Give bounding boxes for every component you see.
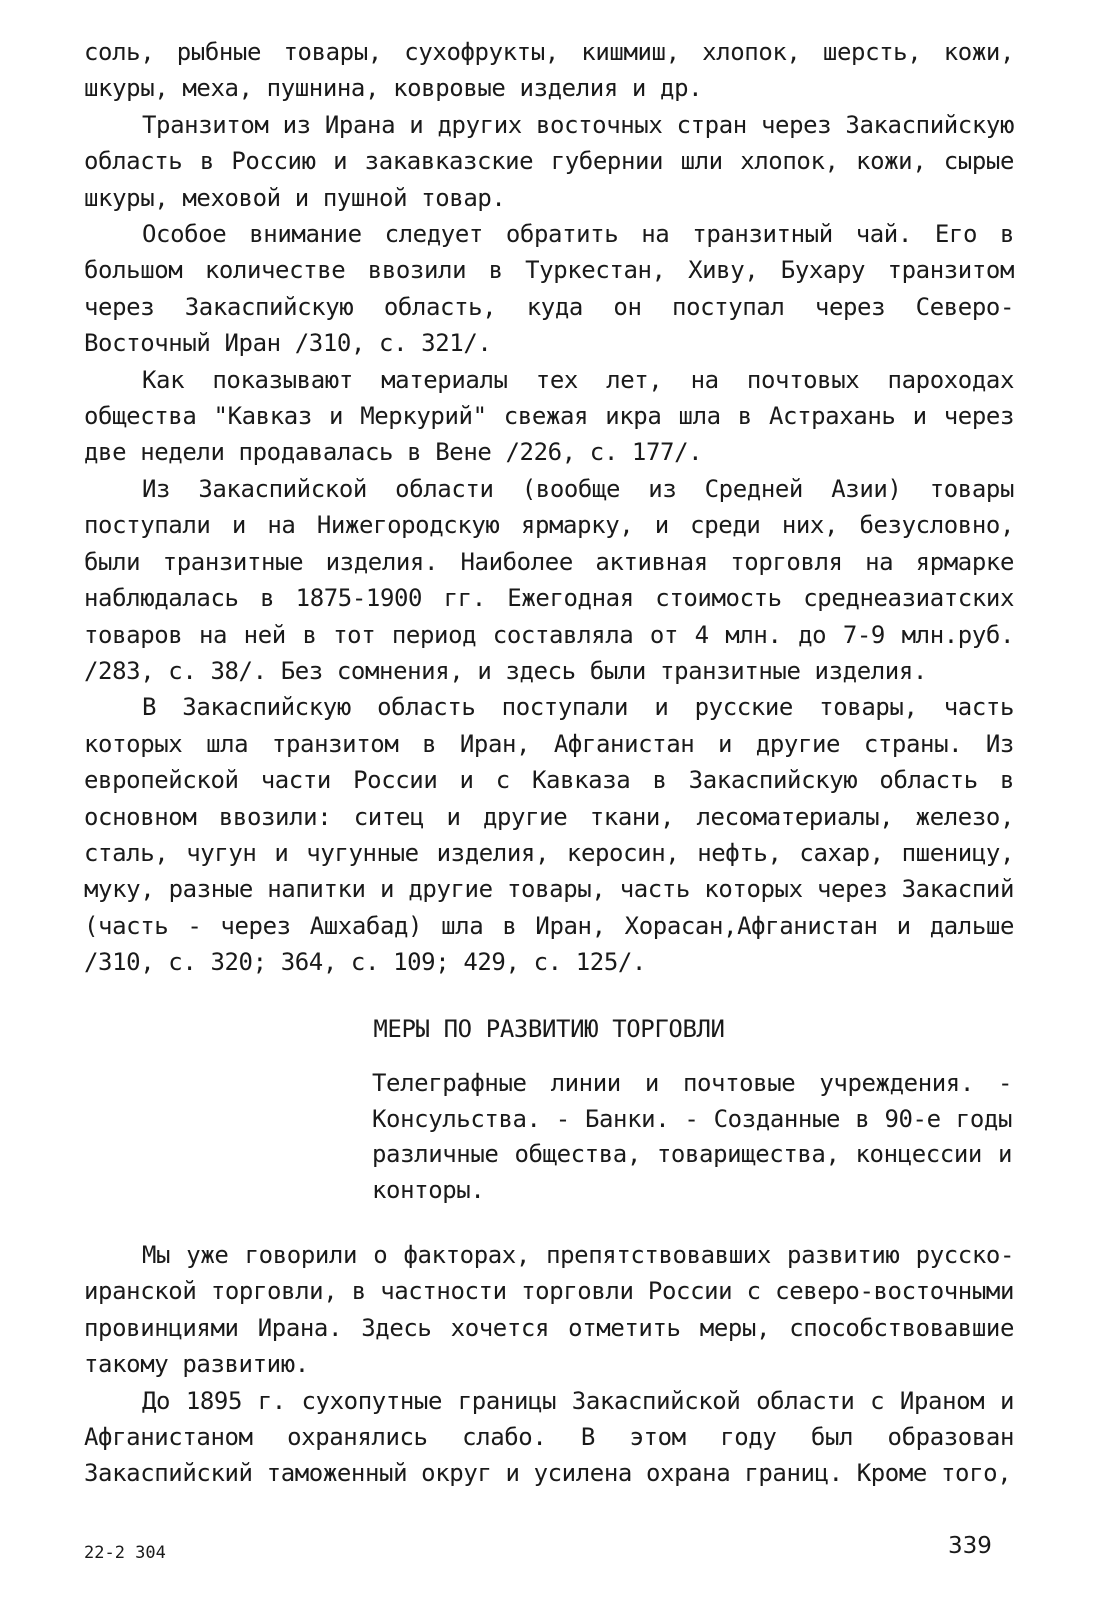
bottom-text-block: [84, 1237, 1014, 1492]
printer-signature: 22-2 304: [84, 1543, 166, 1563]
section-heading: МЕРЫ ПО РАЗВИТИЮ ТОРГОВЛИ: [373, 1015, 725, 1043]
paragraph: соль, рыбные товары, сухофрукты, кишмиш, хлопок, шерсть, кожи, шкуры, меха, пушнина, ковровые изделия и др.: [84, 38, 1014, 103]
page-number: 339: [948, 1533, 992, 1559]
paragraph: Мы уже говорили о факторах, препятствовавших развитию русско-иранской торговли, в частности торговли России с северо-восточными провинциями Ирана. Здесь хочется отметить меры, способствовавшие такому развитию.: [84, 1241, 1014, 1379]
paragraph: Из Закаспийской области (вообще из Средней Азии) товары поступали и на Нижегородскую ярмарку, и среди них, безусловно, были транзитные изделия. Наиболее активная торговля на ярмарке наблюдалась в 1875-1900 гг. Ежегодная стоимость среднеазиатских товаров на ней в тот период составляла от 4 млн. до 7-9 млн.руб. /283, с. 38/. Без сомнения, и здесь были транзитные изделия.: [84, 474, 1014, 685]
section-abstract: Телеграфные линии и почтовые учреждения. - Консульства. - Банки. - Созданные в 90-е годы различные общества, товарищества, концессии и конторы.: [372, 1069, 1012, 1204]
paragraph: Транзитом из Ирана и других восточных стран через Закаспийскую область в Россию и закавказские губернии шли хлопок, кожи, сырые шкуры, меховой и пушной товар.: [84, 110, 1014, 212]
paragraph: До 1895 г. сухопутные границы Закаспийской области с Ираном и Афганистаном охранялись слабо. В этом году был образован Закаспийский таможенный округ и усилена охрана границ. Кроме того,: [84, 1386, 1014, 1488]
top-text-block: [84, 34, 1014, 981]
paragraph: В Закаспийскую область поступали и русские товары, часть которых шла транзитом в Иран, Афганистан и другие страны. Из европейской части России и с Кавказа в Закаспийскую область в основном ввозили: ситец и другие ткани, лесоматериалы, железо, сталь, чугун и чугунные изделия, керосин, нефть, сахар, пшеницу, муку, разные напитки и другие товары, часть которых через Закаспий (часть - через Ашхабад) шла в Иран, Хорасан,Афганистан и дальше /310, с. 320; 364, с. 109; 429, с. 125/.: [84, 693, 1014, 977]
paragraph: Особое внимание следует обратить на транзитный чай. Его в большом количестве ввозили в Туркестан, Хиву, Бухару транзитом через Закаспийскую область, куда он поступал через Северо-Восточный Иран /310, с. 321/.: [84, 220, 1014, 358]
paragraph: Как показывают материалы тех лет, на почтовых пароходах общества "Кавказ и Меркурий" свежая икра шла в Астрахань и через две недели продавалась в Вене /226, с. 177/.: [84, 365, 1014, 467]
